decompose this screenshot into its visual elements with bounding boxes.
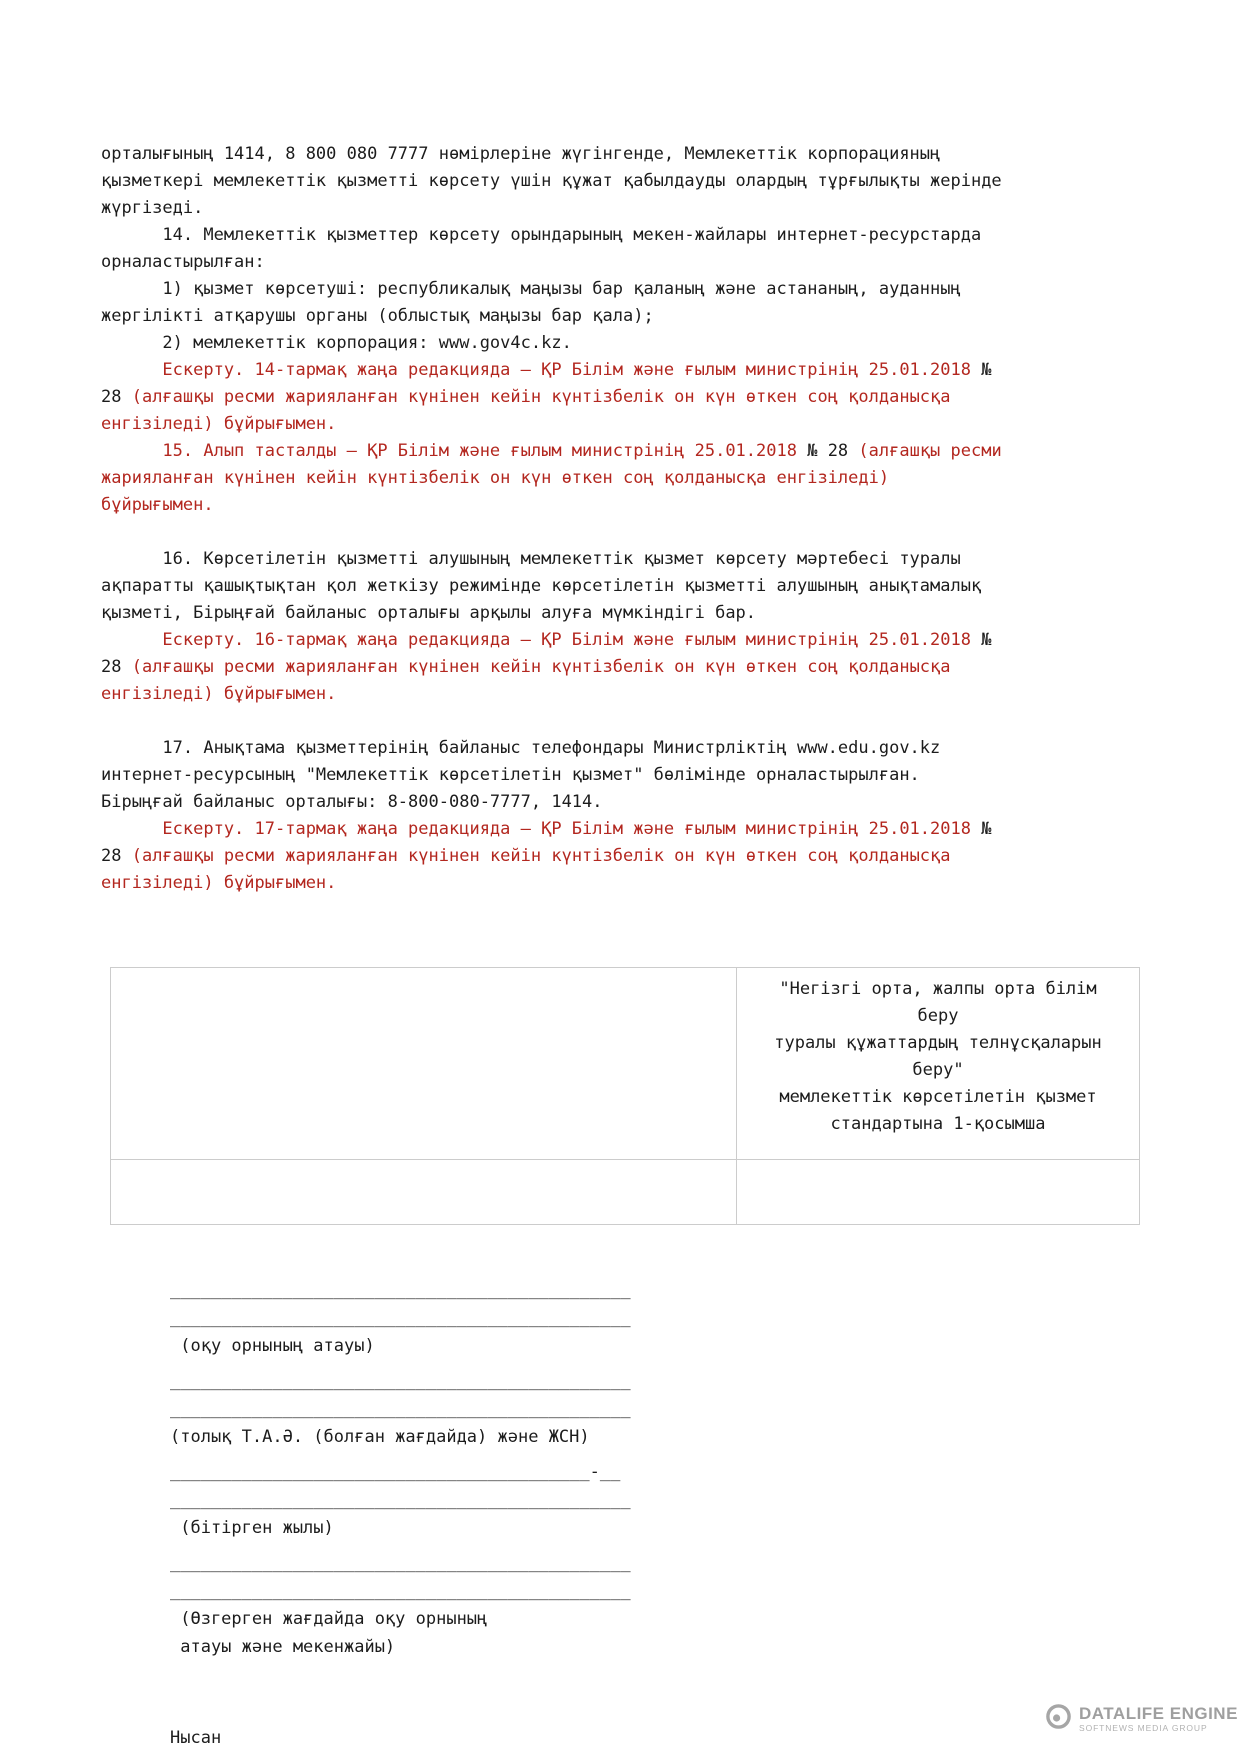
appendix-cell — [737, 968, 1140, 1160]
amendment-note-text: (алғашқы ресми — [858, 441, 1002, 461]
doc-line — [101, 168, 1002, 195]
doc-line — [101, 519, 1002, 546]
signature-line: _____________________________________________ — [170, 1581, 631, 1601]
signature-line: _________________________________________-__ — [170, 1462, 621, 1482]
doc-line — [101, 573, 1002, 600]
doc-line — [101, 492, 1002, 519]
doc-line — [101, 816, 1002, 843]
doc-line — [101, 276, 1002, 303]
doc-line — [101, 762, 1002, 789]
amendment-note-text: (алғашқы ресми жарияланған күнінен кейін күнтізбелік он күн өткен соң қолданысқа — [131, 846, 951, 866]
table-row — [111, 1160, 1140, 1225]
signature-line: _____________________________________________ — [170, 1490, 631, 1510]
appendix-cell-line: стандартына 1-қосымша — [830, 1114, 1046, 1134]
doc-line — [101, 384, 1002, 411]
table-empty-cell — [111, 1160, 737, 1225]
body-text: № — [981, 630, 992, 650]
doc-line — [101, 438, 1002, 465]
form-caption: (Өзгерген жағдайда оқу орнының — [170, 1609, 488, 1629]
signature-line: _____________________________________________ — [170, 1371, 631, 1391]
body-text: қызметкері мемлекеттік қызметті көрсету үшін құжат қабылдауды олардың тұрғылықты жерінде — [101, 171, 1002, 191]
table-empty-cell — [111, 968, 737, 1160]
form-block — [170, 1549, 631, 1661]
amendment-note-text: енгізіледі) бұйрығымен. — [101, 414, 337, 434]
body-text: жергілікті атқарушы органы (облыстық маңызы бар қала); — [101, 306, 654, 326]
body-text: № 28 — [807, 441, 859, 461]
amendment-note-text: (алғашқы ресми жарияланған күнінен кейін күнтізбелік он күн өткен соң қолданысқа — [131, 387, 951, 407]
signature-line: _____________________________________________ — [170, 1280, 631, 1300]
doc-line — [101, 303, 1002, 330]
form-section — [170, 1220, 631, 1754]
doc-line — [101, 195, 1002, 222]
body-text: қызметі, Бірыңғай байланыс орталығы арқылы алуға мүмкіндігі бар. — [101, 603, 757, 623]
doc-line — [101, 789, 1002, 816]
form-caption: (бітірген жылы) — [170, 1518, 334, 1538]
amendment-note-text: енгізіледі) бұйрығымен. — [101, 684, 337, 704]
signature-line: _____________________________________________ — [170, 1308, 631, 1328]
doc-line — [101, 222, 1002, 249]
doc-line — [101, 654, 1002, 681]
body-text: № — [981, 819, 992, 839]
body-text: 2) мемлекеттік корпорация: www.gov4c.kz. — [101, 333, 572, 353]
body-text: 28 — [101, 387, 132, 407]
signature-line: _____________________________________________ — [170, 1553, 631, 1573]
form-footer-label: Нысан — [170, 1728, 222, 1748]
body-text: интернет-ресурсының "Мемлекеттік көрсетілетін қызмет" бөлімінде орналастырылған. — [101, 765, 920, 785]
doc-line — [101, 735, 1002, 762]
datalife-subtitle: SOFTNEWS MEDIA GROUP — [1079, 1723, 1208, 1733]
amendment-note-text: Ескерту. 14-тармақ жаңа редакцияда – ҚР Білім және ғылым министрінің 25.01.2018 — [101, 360, 982, 380]
doc-line — [101, 411, 1002, 438]
amendment-note-text: енгізіледі) бұйрығымен. — [101, 873, 337, 893]
amendment-note-text: 15. Алып тасталды – ҚР Білім және ғылым министрінің 25.01.2018 — [101, 441, 808, 461]
appendix-table — [110, 967, 1140, 1225]
doc-line — [101, 843, 1002, 870]
body-text: 1) қызмет көрсетуші: республикалық маңызы бар қаланың және астананың, ауданның — [101, 279, 961, 299]
amendment-note-text: Ескерту. 16-тармақ жаңа редакцияда – ҚР Білім және ғылым министрінің 25.01.2018 — [101, 630, 982, 650]
form-block — [170, 1367, 631, 1451]
signature-line: _____________________________________________ — [170, 1399, 631, 1419]
body-text: 16. Көрсетілетін қызметті алушының мемлекеттік қызмет көрсету мәртебесі туралы — [101, 549, 961, 569]
doc-line — [101, 681, 1002, 708]
doc-line — [101, 249, 1002, 276]
body-text: орналастырылған: — [101, 252, 265, 272]
amendment-note-text: жарияланған күнінен кейін күнтізбелік он күн өткен соң қолданысқа енгізіледі) — [101, 468, 890, 488]
body-text: орталығының 1414, 8 800 080 7777 нөмірлеріне жүгінгенде, Мемлекеттік корпорацияның — [101, 144, 941, 164]
doc-line — [101, 600, 1002, 627]
body-text: № — [981, 360, 992, 380]
amendment-note-text: Ескерту. 17-тармақ жаңа редакцияда – ҚР Білім және ғылым министрінің 25.01.2018 — [101, 819, 982, 839]
doc-line — [101, 330, 1002, 357]
amendment-note-text: бұйрығымен. — [101, 495, 214, 515]
form-caption: (оқу орнының атауы) — [170, 1336, 375, 1356]
doc-line — [101, 465, 1002, 492]
doc-line — [101, 546, 1002, 573]
form-block — [170, 1276, 631, 1360]
doc-line — [101, 870, 1002, 897]
doc-line — [101, 708, 1002, 735]
doc-line — [101, 357, 1002, 384]
appendix-cell-line: "Негізгі орта, жалпы орта білім — [779, 979, 1097, 999]
datalife-title: DATALIFE ENGINE — [1079, 1704, 1238, 1723]
datalife-logo-icon — [1045, 1703, 1072, 1735]
body-text: ақпаратты қашықтықтан қол жеткізу режимінде көрсетілетін қызметті алушының анықтамалық — [101, 576, 982, 596]
form-caption: атауы және мекенжайы) — [170, 1637, 396, 1657]
body-text: Бірыңғай байланыс орталығы: 8-800-080-7777, 1414. — [101, 792, 603, 812]
doc-line — [101, 627, 1002, 654]
document-text — [101, 141, 1002, 897]
appendix-cell-line: туралы құжаттардың телнұсқаларын — [774, 1033, 1102, 1053]
appendix-cell-line: беру" — [912, 1060, 964, 1080]
body-text: 28 — [101, 657, 132, 677]
datalife-engine-watermark — [1045, 1703, 1238, 1735]
appendix-cell-line: мемлекеттік көрсетілетін қызмет — [779, 1087, 1097, 1107]
body-text: 17. Анықтама қызметтерінің байланыс телефондары Министрліктің www.edu.gov.kz — [101, 738, 941, 758]
form-caption: (толық Т.А.Ә. (болған жағдайда) және ЖСН) — [170, 1427, 590, 1447]
amendment-note-text: (алғашқы ресми жарияланған күнінен кейін күнтізбелік он күн өткен соң қолданысқа — [131, 657, 951, 677]
table-row — [111, 968, 1140, 1160]
datalife-logo-text — [1079, 1705, 1238, 1733]
form-blocks — [170, 1276, 631, 1661]
form-block — [170, 1458, 631, 1542]
doc-line — [101, 141, 1002, 168]
body-text: 14. Мемлекеттік қызметтер көрсету орындарының мекен-жайлары интернет-ресурстарда — [101, 225, 982, 245]
appendix-cell-line: беру — [917, 1006, 959, 1026]
body-text: 28 — [101, 846, 132, 866]
table-empty-cell — [737, 1160, 1140, 1225]
body-text: жүргізеді. — [101, 198, 204, 218]
